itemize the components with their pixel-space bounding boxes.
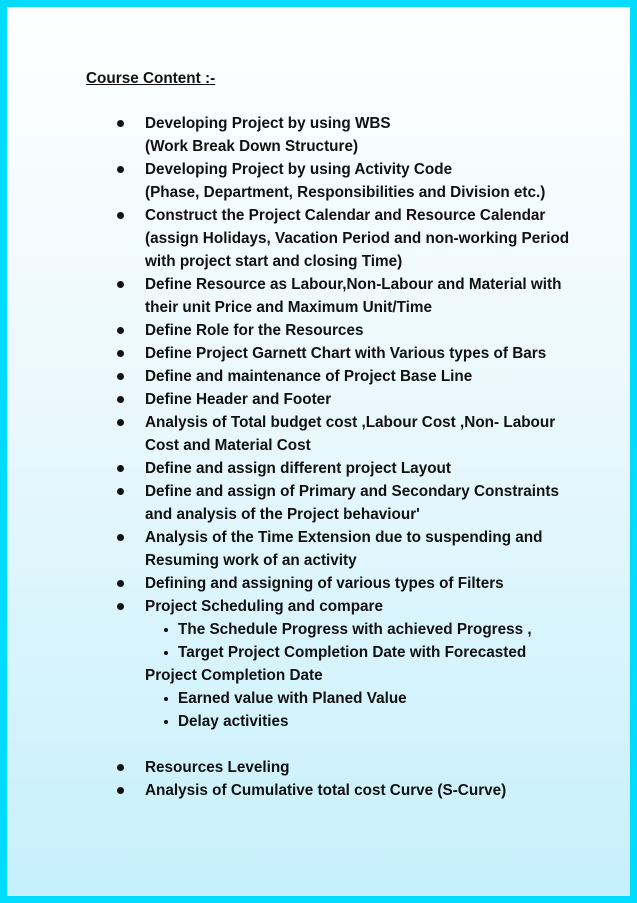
bullet-icon (117, 120, 124, 127)
bullet-icon (164, 720, 168, 724)
item-line: Analysis of Total budget cost ,Labour Cost ,Non- Labour (145, 414, 556, 431)
sub-item-continuation: Project Completion Date (145, 667, 323, 684)
sub-item-text: The Schedule Progress with achieved Progress , (178, 621, 532, 638)
item-line: Project Scheduling and compare (145, 598, 384, 615)
list-item (86, 779, 626, 802)
bullet-icon (117, 373, 124, 380)
item-line: Construct the Project Calendar and Resource Calendar (145, 207, 546, 224)
list-item (86, 204, 626, 273)
list-item (86, 480, 626, 526)
bullet-icon (117, 419, 124, 426)
list-item (86, 411, 626, 457)
bullet-icon (117, 166, 124, 173)
item-line: Define Resource as Labour,Non-Labour and Material with (145, 276, 562, 293)
bullet-icon (117, 396, 124, 403)
bullet-icon (117, 350, 124, 357)
sub-item-text: Target Project Completion Date with Forecasted (178, 644, 527, 661)
item-line: Analysis of Cumulative total cost Curve (S-Curve) (145, 782, 507, 799)
list-item (86, 158, 626, 204)
item-line: Developing Project by using Activity Code (145, 161, 453, 178)
list-item (86, 319, 626, 342)
spacer (86, 733, 626, 756)
item-line: (Work Break Down Structure) (145, 138, 359, 155)
list-item (86, 365, 626, 388)
item-line: and analysis of the Project behaviour' (145, 506, 420, 523)
bullet-icon (117, 327, 124, 334)
bullet-icon (117, 764, 124, 771)
list-item (86, 342, 626, 365)
item-line: Define Role for the Resources (145, 322, 364, 339)
bullet-icon (117, 281, 124, 288)
list-item (86, 595, 626, 618)
item-line: Define and assign different project Layout (145, 460, 451, 477)
item-line: Cost and Material Cost (145, 437, 311, 454)
bullet-icon (117, 488, 124, 495)
bullet-icon (117, 603, 124, 610)
item-line: Developing Project by using WBS (145, 115, 391, 132)
item-line: their unit Price and Maximum Unit/Time (145, 299, 433, 316)
item-line: with project start and closing Time) (145, 253, 403, 270)
list-item (86, 572, 626, 595)
item-line: Define and maintenance of Project Base Line (145, 368, 473, 385)
list-item (86, 273, 626, 319)
list-item (86, 526, 626, 572)
sub-list-item (86, 641, 626, 664)
item-line: Define and assign of Primary and Secondary Constraints (145, 483, 559, 500)
bullet-icon (164, 628, 168, 632)
bullet-icon (117, 787, 124, 794)
item-line: Analysis of the Time Extension due to suspending and (145, 529, 543, 546)
bullet-icon (117, 465, 124, 472)
bullet-icon (117, 212, 124, 219)
bullet-icon (117, 534, 124, 541)
sub-item-text: Delay activities (178, 713, 289, 730)
sub-item-text: Earned value with Planed Value (178, 690, 407, 707)
item-line: (Phase, Department, Responsibilities and Division etc.) (145, 184, 546, 201)
course-content (86, 67, 626, 802)
sub-list-item (86, 618, 626, 641)
item-line: Define Header and Footer (145, 391, 332, 408)
heading-suffix: :- (204, 70, 216, 87)
item-line: Defining and assigning of various types of Filters (145, 575, 504, 592)
item-line: (assign Holidays, Vacation Period and non-working Period (145, 230, 570, 247)
heading (86, 67, 626, 90)
item-line: Resuming work of an activity (145, 552, 357, 569)
content-list (86, 112, 626, 802)
heading-text: Course Content (86, 70, 205, 87)
list-item (86, 112, 626, 158)
item-line: Define Project Garnett Chart with Various types of Bars (145, 345, 547, 362)
item-line: Resources Leveling (145, 759, 290, 776)
bullet-icon (164, 697, 168, 701)
bullet-icon (164, 651, 168, 655)
list-item (86, 388, 626, 411)
list-item (86, 457, 626, 480)
bullet-icon (117, 580, 124, 587)
list-item (86, 756, 626, 779)
sub-list-item (86, 687, 626, 710)
sub-list-item (86, 710, 626, 733)
